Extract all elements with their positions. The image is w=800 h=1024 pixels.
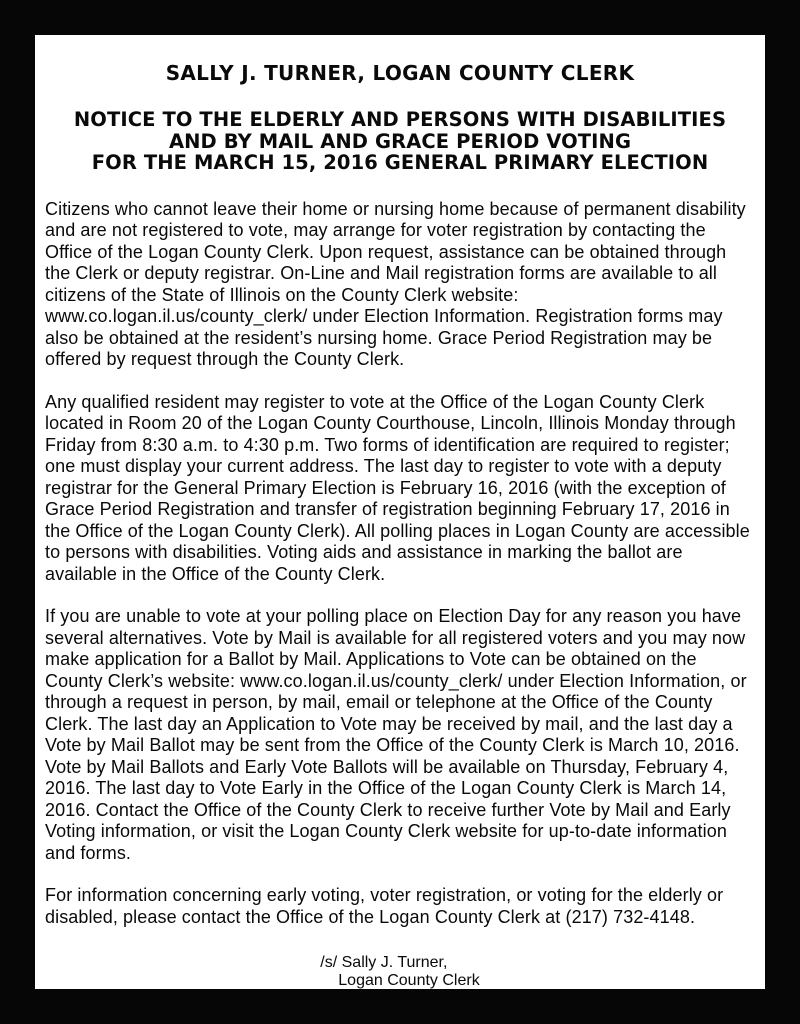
notice-heading-line-1: NOTICE TO THE ELDERLY AND PERSONS WITH DISABILITIES (73, 108, 727, 131)
signature-block (45, 954, 755, 990)
notice-heading-line-3: FOR THE MARCH 15, 2016 GENERAL PRIMARY ELECTION (91, 151, 709, 174)
paragraph-registration-office: Any qualified resident may register to vote at the Office of the Logan County Clerk located in Room 20 of the Logan County Courthouse, Lincoln, Illinois Monday through Friday from 8:30 a.m. to 4:30 p.m. Two forms of identification are required to register; one must display your current address. The last day to register to vote with a deputy registrar for the General Primary Election is February 16, 2016 (with the exception of Grace Period Registration and transfer of registration beginning February 17, 2016 in the Office of the Logan County Clerk). All polling places in Logan County are accessible to persons with disabilities. Voting aids and assistance in marking the ballot are available in the Office of the County Clerk. (45, 391, 750, 584)
notice-heading (45, 109, 755, 174)
paragraph-vote-by-mail: If you are unable to vote at your polling place on Election Day for any reason you have several alternatives. Vote by Mail is available for all registered voters and you may now make application for a Ballot by Mail. Applications to Vote can be obtained on the County Clerk’s website: www.co.logan.il.us/county_clerk/ under Election Information, or through a request in person, by mail, email or telephone at the Office of the County Clerk. The last day an Application to Vote may be received by mail, and the last day a Vote by Mail Ballot may be sent from the Office of the County Clerk is March 10, 2016. Vote by Mail Ballots and Early Vote Ballots will be available on Thursday, February 4, 2016. The last day to Vote Early in the Office of the Logan County Clerk is March 14, 2016. Contact the Office of the County Clerk to receive further Vote by Mail and Early Voting information, or visit the Logan County Clerk website for up-to-date information and forms. (45, 606, 747, 863)
document-page (35, 35, 765, 989)
document-body (45, 199, 755, 929)
paragraph-registration-homebound: Citizens who cannot leave their home or nursing home because of permanent disability and are not registered to vote, may arrange for voter registration by contacting the Office of the Logan County Clerk. Upon request, assistance can be obtained through the Clerk or deputy registrar. On-Line and Mail registration forms are available to all citizens of the State of Illinois on the County Clerk website: www.co.logan.il.us/county_clerk/ under Election Information. Registration forms may also be obtained at the resident’s nursing home. Grace Period Registration may be offered by request through the County Clerk. (45, 198, 746, 369)
signature-lines (320, 954, 479, 990)
paragraph-contact-info: For information concerning early voting, voter registration, or voting for the elderly or disabled, please contact the Office of the Logan County Clerk at (217) 732-4148. (45, 885, 724, 927)
signature-title: Logan County Clerk (338, 972, 480, 989)
notice-heading-line-2: AND BY MAIL AND GRACE PERIOD VOTING (168, 129, 632, 153)
document-title: SALLY J. TURNER, LOGAN COUNTY CLERK (165, 61, 635, 85)
signature-name: /s/ Sally J. Turner, (320, 954, 448, 971)
